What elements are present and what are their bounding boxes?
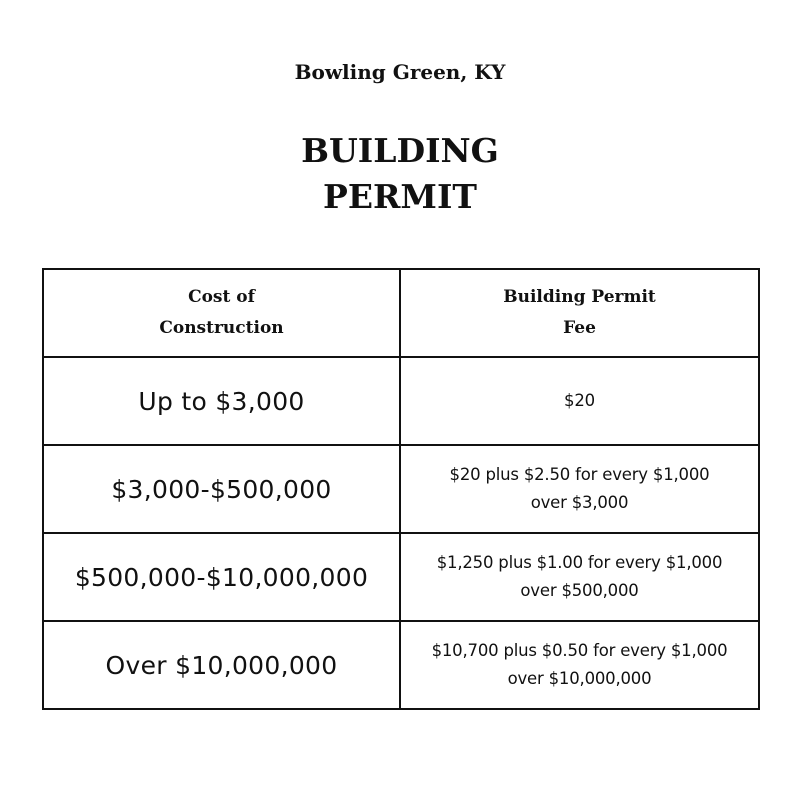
cost-cell: Over $10,000,000 xyxy=(43,621,400,709)
column-header-fee xyxy=(400,269,759,357)
column-header-cost-line-2: Construction xyxy=(159,318,284,338)
fee-line-2: over $3,000 xyxy=(530,493,629,512)
fee-line-2: over $500,000 xyxy=(520,581,639,600)
fee-line-1: $20 plus $2.50 for every $1,000 xyxy=(449,465,710,484)
fee-cell xyxy=(400,621,759,709)
fee-line-1: $10,700 plus $0.50 for every $1,000 xyxy=(431,641,728,660)
fee-line-2: over $10,000,000 xyxy=(507,669,652,688)
location-heading: Bowling Green, KY xyxy=(294,60,506,84)
fee-cell xyxy=(400,445,759,533)
fee-cell xyxy=(400,533,759,621)
permit-fee-table xyxy=(42,268,760,710)
table-row xyxy=(43,533,759,621)
page-title xyxy=(0,128,800,220)
column-header-cost-line-1: Cost of xyxy=(188,287,255,307)
column-header-fee-line-2: Fee xyxy=(563,318,596,338)
table-row xyxy=(43,357,759,445)
column-header-fee-line-1: Building Permit xyxy=(503,287,656,307)
table-row xyxy=(43,445,759,533)
column-header-cost xyxy=(43,269,400,357)
cost-cell: $500,000-$10,000,000 xyxy=(43,533,400,621)
cost-cell: Up to $3,000 xyxy=(43,357,400,445)
fee-line-1: $20 xyxy=(564,391,595,410)
fee-cell xyxy=(400,357,759,445)
title-line-2: PERMIT xyxy=(323,177,477,216)
cost-cell: $3,000-$500,000 xyxy=(43,445,400,533)
table-header-row xyxy=(43,269,759,357)
table-row xyxy=(43,621,759,709)
title-line-1: BUILDING xyxy=(301,131,499,170)
fee-line-1: $1,250 plus $1.00 for every $1,000 xyxy=(436,553,723,572)
